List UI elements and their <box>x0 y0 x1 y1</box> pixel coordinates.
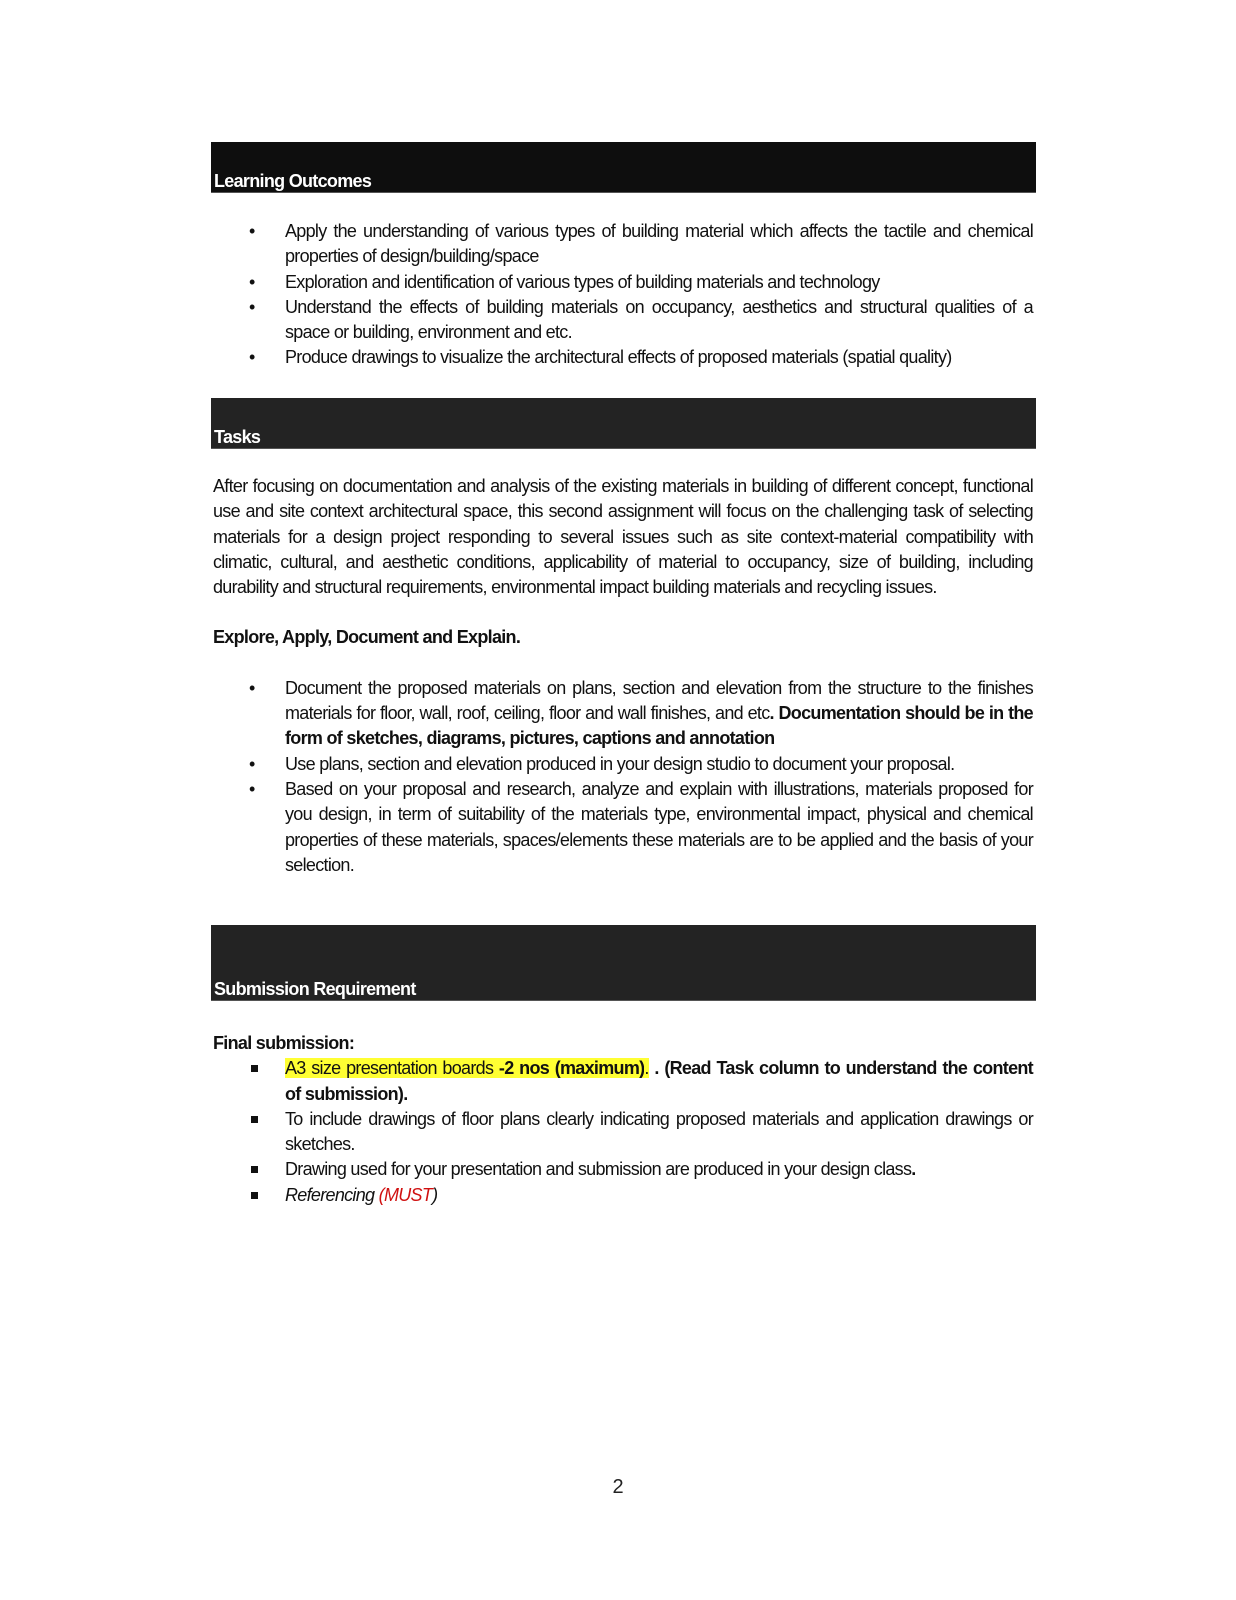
list-item: • Exploration and identification of various types of building materials and technology <box>213 270 1033 295</box>
list-item: • Use plans, section and elevation produced in your design studio to document your proposal. <box>213 752 1033 777</box>
list-item: Drawing used for your presentation and submission are produced in your design class. <box>213 1157 1033 1182</box>
section-title: Tasks <box>214 427 261 447</box>
square-bullet-icon <box>251 1065 258 1072</box>
section-title: Learning Outcomes <box>214 171 372 191</box>
section-title: Submission Requirement <box>214 979 416 999</box>
list-item: To include drawings of floor plans clearly indicating proposed materials and application drawings or sketches. <box>213 1107 1033 1158</box>
tasks-paragraph: After focusing on documentation and analysis of the existing materials in building of different concept, functional use and site context architectural space, this second assignment will focus on the challenging task of selecting materials for a design project responding to several issues such as site context-material compatibility with climatic, cultural, and aesthetic conditions, applicability of material to occupancy, size of building, including durability and structural requirements, environmental impact building materials and recycling issues. <box>213 476 1033 598</box>
bullet-icon: • <box>249 271 255 292</box>
submission-body <box>213 1031 1033 1208</box>
bullet-icon: • <box>249 778 255 799</box>
section-header-submission <box>211 925 1036 1001</box>
list-item: • Apply the understanding of various types of building material which affects the tactile and chemical properties of design/building/space <box>249 221 1033 267</box>
tasks-subheading: Explore, Apply, Document and Explain. <box>213 627 521 648</box>
section-header-tasks <box>211 398 1036 449</box>
page-number: 2 <box>612 1476 624 1498</box>
bullet-icon: • <box>249 347 255 368</box>
bullet-icon: • <box>249 753 255 774</box>
list-item: • Understand the effects of building materials on occupancy, aesthetics and structural qualities of a space or building, environment and etc. <box>249 296 1033 343</box>
submission-subheading: Final submission: <box>213 1033 355 1053</box>
square-bullet-icon <box>251 1166 258 1173</box>
list-item: Referencing (MUST) <box>213 1183 1033 1208</box>
list-item: • Based on your proposal and research, analyze and explain with illustrations, materials proposed for you design, in term of suitability of the materials type, environmental impact, physical and chemical properties of these materials, spaces/elements these materials are to be applied and the basis of your selection. <box>249 778 1033 875</box>
bullet-icon: • <box>249 221 255 241</box>
tasks-body <box>213 474 1033 878</box>
list-item: A3 size presentation boards -2 nos (maximum). . (Read Task column to understand the content of submission). <box>213 1056 1033 1107</box>
square-bullet-icon <box>251 1116 258 1123</box>
bullet-icon: • <box>249 296 255 317</box>
learning-outcomes-list <box>213 219 1033 371</box>
square-bullet-icon <box>251 1192 258 1199</box>
bullet-icon: • <box>249 677 255 698</box>
list-item: • Produce drawings to visualize the architectural effects of proposed materials (spatial quality) <box>213 345 1033 370</box>
list-item: • Document the proposed materials on plans, section and elevation from the structure to the finishes materials for floor, wall, roof, ceiling, floor and wall finishes, and etc. Documentation should be in the form of sketches, diagrams, pictures, captions and annotation <box>249 677 1033 749</box>
section-header-learning-outcomes <box>211 142 1036 193</box>
